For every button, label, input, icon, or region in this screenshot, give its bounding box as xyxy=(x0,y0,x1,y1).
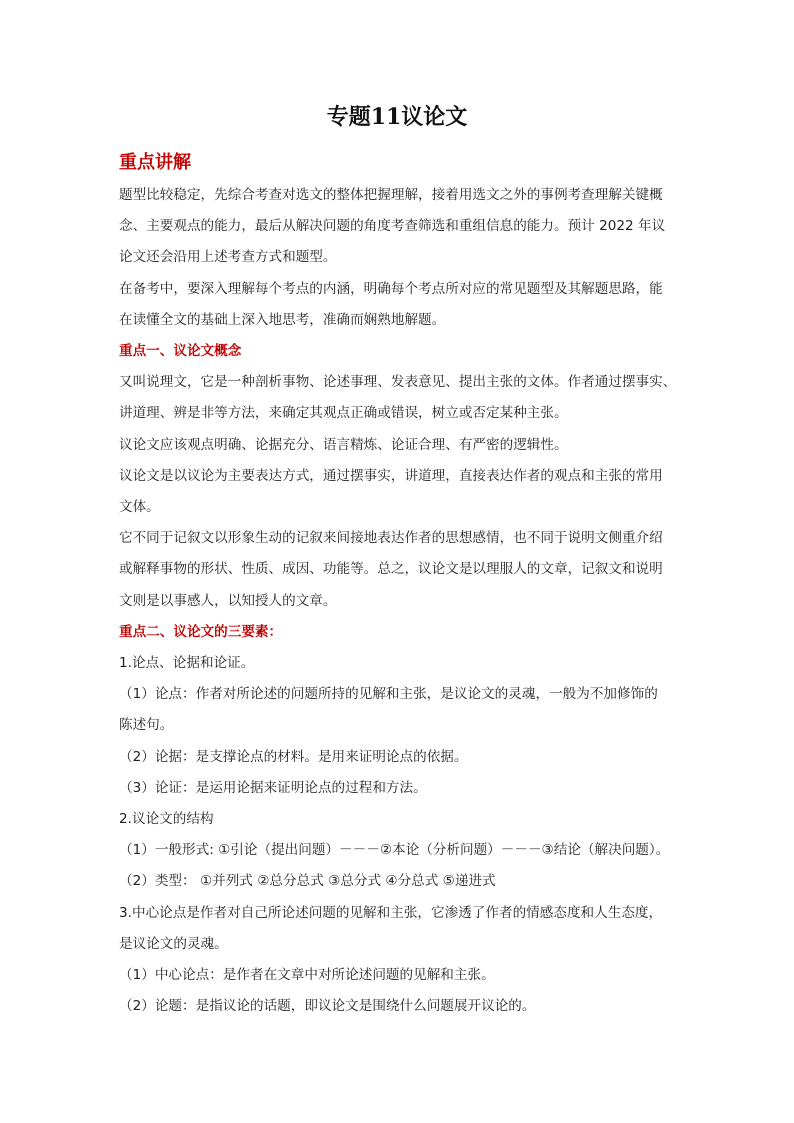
intro-line: 在备考中，要深入理解每个考点的内涵，明确每个考点所对应的常见题型及其解题思路，能 xyxy=(119,280,663,297)
paragraph-line: 文则是以事感人，以知授人的文章。 xyxy=(119,592,337,609)
list-item: 2.议论文的结构 xyxy=(119,811,214,828)
list-item: （2）论据：是支撑论点的材料。是用来证明论点的依据。 xyxy=(119,748,468,765)
list-item: （1）一般形式: ①引论（提出问题）－－－②本论（分析问题）－－－③结论（解决问题）。 xyxy=(119,842,670,859)
list-item: 1.论点、论据和论证。 xyxy=(119,655,255,672)
paragraph-line: 或解释事物的形状、性质、成因、功能等。总之，议论文是以理服人的文章，记叙文和说明 xyxy=(119,561,663,578)
paragraph-line: 文体。 xyxy=(119,499,160,516)
list-item: （3）论证：是运用论据来证明论点的过程和方法。 xyxy=(119,779,427,796)
list-item: （2）类型： ①并列式 ②总分总式 ③总分式 ④分总式 ⑤递进式 xyxy=(119,873,496,890)
list-item: 是议论文的灵魂。 xyxy=(119,935,228,952)
list-item: 3.中心论点是作者对自己所论述问题的见解和主张，它渗透了作者的情感态度和人生态度， xyxy=(119,904,663,921)
paragraph-line: 议论文应该观点明确、论据充分、语言精炼、论证合理、有严密的逻辑性。 xyxy=(119,436,568,453)
paragraph-line: 议论文是以议论为主要表达方式，通过摆事实，讲道理，直接表达作者的观点和主张的常用 xyxy=(119,467,663,484)
section-heading: 重点讲解 xyxy=(119,152,191,173)
list-item: （1）论点：作者对所论述的问题所持的见解和主张，是议论文的灵魂，一般为不加修饰的 xyxy=(119,686,658,703)
paragraph-line: 讲道理、辨是非等方法，来确定其观点正确或错误，树立或否定某种主张。 xyxy=(119,405,568,422)
intro-line: 论文还会沿用上述考查方式和题型。 xyxy=(119,249,337,266)
intro-line: 题型比较稳定，先综合考查对选文的整体把握理解，接着用选文之外的事例考查理解关键概 xyxy=(119,187,663,203)
paragraph-line: 它不同于记叙文以形象生动的记叙来间接地表达作者的思想感情，也不同于说明文侧重介绍 xyxy=(119,530,663,547)
list-item: （1）中心论点：是作者在文章中对所论述问题的见解和主张。 xyxy=(119,967,495,984)
intro-line: 在读懂全文的基础上深入地思考，准确而娴熟地解题。 xyxy=(119,311,446,328)
point2-heading: 重点二、议论文的三要素： xyxy=(119,623,283,640)
document-title: 专题11议论文 xyxy=(326,104,468,130)
list-item: （2）论题：是指议论的话题，即议论文是围绕什么问题展开议论的。 xyxy=(119,998,536,1015)
point1-heading: 重点一、议论文概念 xyxy=(119,343,242,360)
document-body xyxy=(119,180,679,1022)
paragraph-line: 又叫说理文，它是一种剖析事物、论述事理、发表意见、提出主张的文体。作者通过摆事实、 xyxy=(119,374,677,391)
list-item: 陈述句。 xyxy=(119,717,174,734)
intro-line: 念、主要观点的能力，最后从解决问题的角度考查筛选和重组信息的能力。预计 2022 年议 xyxy=(119,218,666,235)
